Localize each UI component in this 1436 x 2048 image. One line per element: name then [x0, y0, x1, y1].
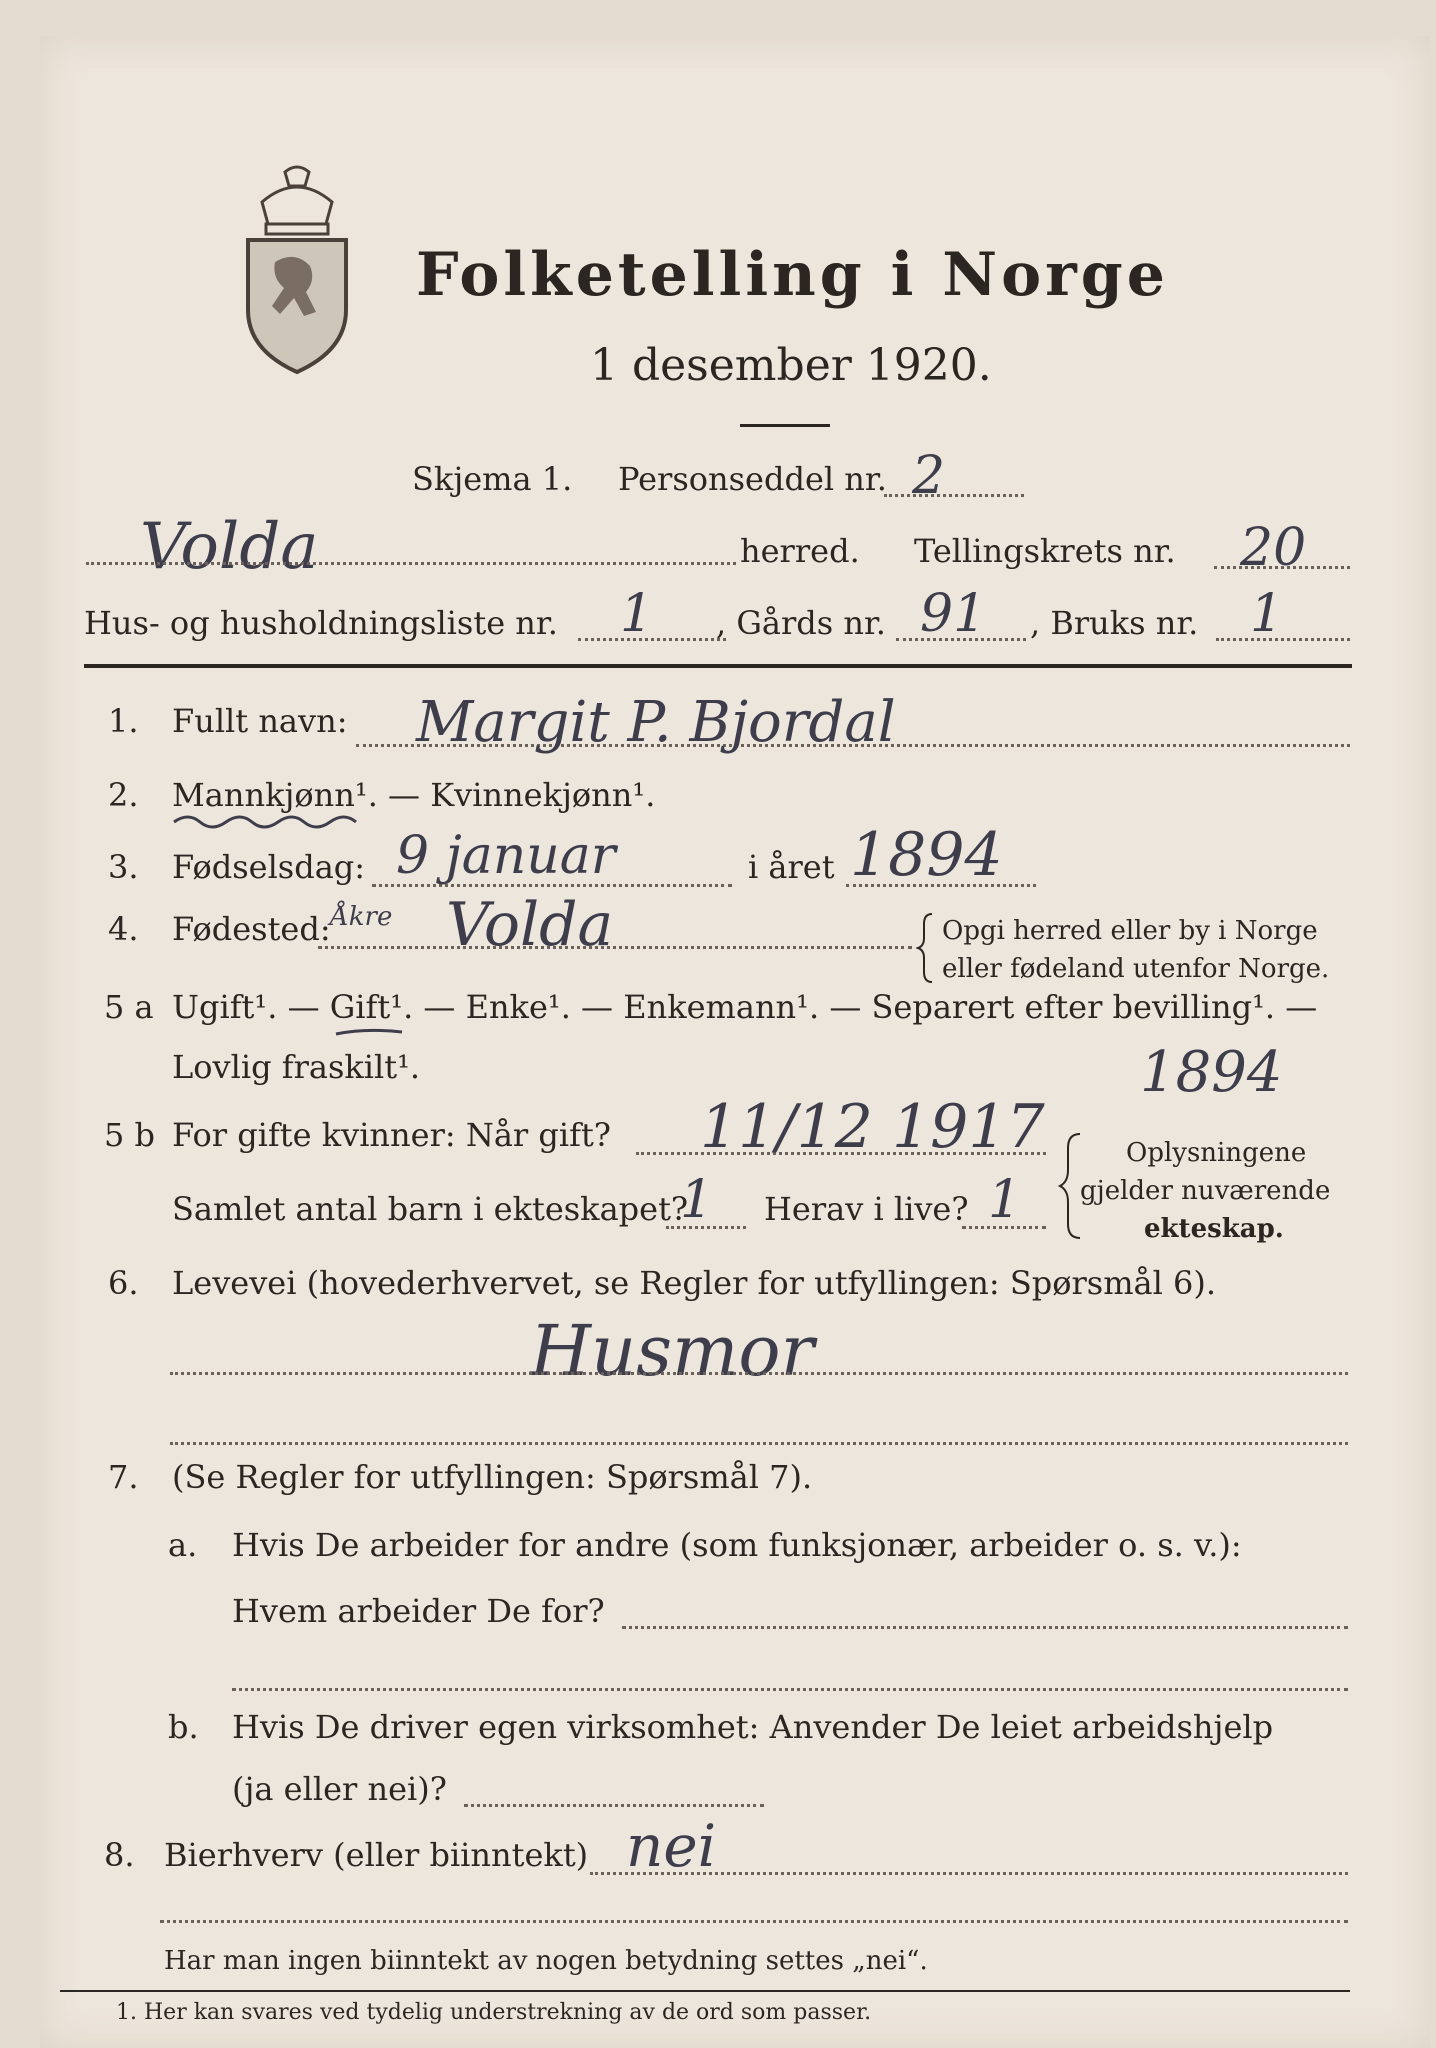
q5b-alive-value[interactable]: 1 [988, 1170, 1022, 1230]
q7b-number: b. [168, 1708, 199, 1746]
q4-value[interactable]: Volda [446, 890, 614, 960]
form-title: Folketelling i Norge [416, 240, 1169, 310]
q7a-field-line-2 [232, 1688, 1348, 1691]
q7b-label: Hvis De driver egen virksomhet: Anvender De leiet arbeidshjelp [232, 1708, 1274, 1746]
q6-label: Levevei (hovederhvervet, se Regler for utfyllingen: Spørsmål 6). [172, 1264, 1217, 1302]
q4-field-line [318, 946, 912, 949]
q4-note-line-2: eller fødeland utenfor Norge. [942, 954, 1330, 984]
q6-field-line-1 [170, 1372, 1348, 1375]
q1-label: Fullt navn: [172, 702, 348, 740]
q8-label: Bierhverv (eller biinntekt) [164, 1836, 589, 1874]
q2-number: 2. [108, 776, 139, 814]
personseddel-label: Personseddel nr. [618, 460, 887, 498]
q3-year-value[interactable]: 1894 [850, 820, 1003, 890]
skjema-label: Skjema 1. [412, 460, 573, 498]
q7a-label: Hvis De arbeider for andre (som funksjonær, arbeider o. s. v.): [232, 1526, 1242, 1564]
bruks-label: , Bruks nr. [1030, 604, 1199, 642]
coat-of-arms-icon [240, 162, 355, 377]
footnote: 1. Her kan svares ved tydelig understrekning av de ord som passer. [116, 2000, 872, 2025]
q7b-label-2: (ja eller nei)? [232, 1770, 447, 1808]
q6-value[interactable]: Husmor [530, 1310, 815, 1392]
q1-number: 1. [108, 702, 139, 740]
q8-value[interactable]: nei [626, 1812, 717, 1880]
q7a-label-2: Hvem arbeider De for? [232, 1592, 605, 1630]
q2-label: Mannkjønn¹. — Kvinnekjønn¹. [172, 776, 656, 814]
herred-value[interactable]: Volda [140, 510, 319, 584]
q6-number: 6. [108, 1264, 139, 1302]
footer-note: Har man ingen biinntekt av nogen betydning settes „nei“. [164, 1946, 928, 1976]
bruks-value[interactable]: 1 [1250, 584, 1284, 644]
gards-label: , Gårds nr. [716, 604, 886, 642]
q1-value[interactable]: Margit P. Bjordal [416, 690, 896, 755]
gards-value[interactable]: 91 [920, 584, 987, 644]
q5b-note-line-3: ekteskap. [1144, 1214, 1284, 1244]
q5b-children-label: Samlet antal barn i ekteskapet? [172, 1190, 689, 1228]
tellingskrets-value[interactable]: 20 [1240, 518, 1307, 578]
title-divider [740, 424, 830, 427]
q4-label: Fødested: [172, 910, 331, 948]
hus-label: Hus- og husholdningsliste nr. [84, 604, 558, 642]
footer-divider [60, 1990, 1350, 1992]
tellingskrets-label: Tellingskrets nr. [914, 532, 1176, 570]
q5b-alive-label: Herav i live? [764, 1190, 969, 1228]
q7b-field-line [464, 1804, 764, 1807]
header-divider [84, 664, 1352, 668]
q5a-number: 5 a [104, 988, 154, 1026]
q7a-number: a. [168, 1526, 198, 1564]
personseddel-value[interactable]: 2 [912, 446, 946, 506]
q3-value[interactable]: 9 januar [396, 826, 616, 886]
q5b-number: 5 b [104, 1116, 156, 1154]
q6-field-line-2 [170, 1442, 1348, 1445]
q7-label: (Se Regler for utfyllingen: Spørsmål 7). [172, 1458, 813, 1496]
q3-year-label: i året [748, 848, 835, 886]
q4-number: 4. [108, 910, 139, 948]
q4-value-small[interactable]: Åkre [330, 902, 393, 932]
q5a-label-2: Lovlig fraskilt¹. [172, 1048, 421, 1086]
q7-number: 7. [108, 1458, 139, 1496]
q5b-children-value[interactable]: 1 [680, 1170, 714, 1230]
q4-note-line-1: Opgi herred eller by i Norge [942, 916, 1318, 946]
census-date: 1 desember 1920. [590, 340, 992, 391]
q8-number: 8. [104, 1836, 135, 1874]
q3-number: 3. [108, 848, 139, 886]
q8-field-line-2 [160, 1920, 1348, 1923]
q5b-note-line-2: gjelder nuværende [1080, 1176, 1331, 1206]
q5b-note-line-1: Oplysningene [1126, 1138, 1307, 1168]
q5a-label: Ugift¹. — Gift¹. — Enke¹. — Enkemann¹. — Separert efter bevilling¹. — [172, 988, 1318, 1026]
personseddel-field-line [884, 494, 1024, 497]
q2-strikeout-mark [170, 808, 380, 832]
hus-value[interactable]: 1 [620, 584, 654, 644]
q7a-field-line-1 [622, 1626, 1348, 1629]
herred-field-line [86, 562, 736, 565]
q5a-margin-note: 1894 [1140, 1040, 1283, 1105]
herred-label: herred. [740, 532, 860, 570]
q5a-gift-underline [334, 1026, 404, 1038]
q3-label: Fødselsdag: [172, 848, 366, 886]
q5b-value[interactable]: 11/12 1917 [700, 1092, 1045, 1162]
q5b-label: For gifte kvinner: Når gift? [172, 1116, 611, 1154]
q4-brace [916, 912, 936, 984]
